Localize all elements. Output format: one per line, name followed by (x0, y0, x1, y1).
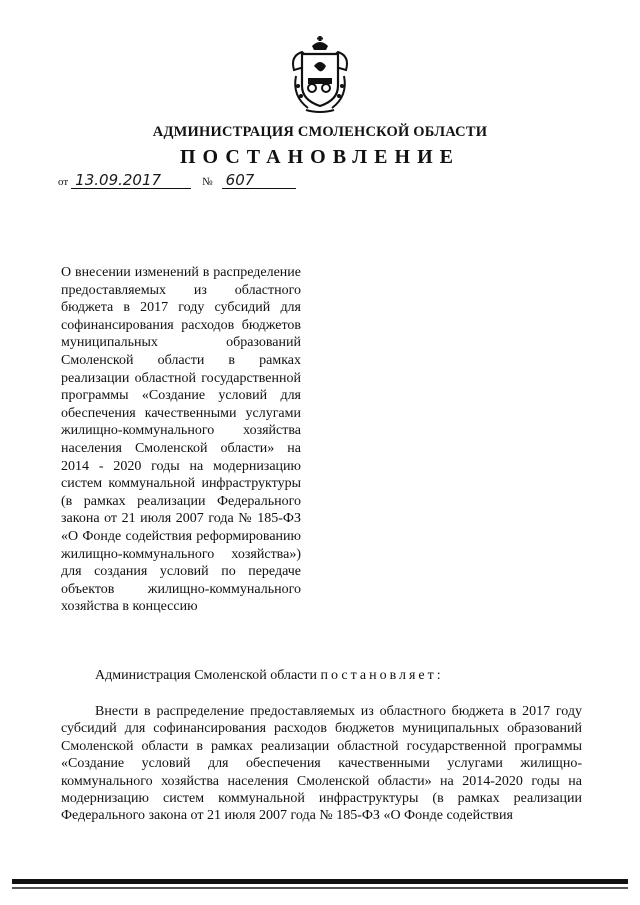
handwritten-number: 607 (222, 172, 296, 189)
date-number-line (58, 172, 296, 189)
scan-edge-line (12, 887, 628, 889)
decree-line (95, 668, 444, 684)
document-type: ПОСТАНОВЛЕНИЕ (180, 146, 460, 168)
scan-edge-bar (12, 879, 628, 884)
decree-verb: постановляет: (320, 668, 444, 683)
body-paragraph: Внести в распределение предоставляемых из областного бюджета в 2017 году субсидий для софинансирования расходов бюджетов муниципальных образований Смоленской области в рамках реализации областной государственной программы «Создание условий для обеспечения качественными услугами жилищно-коммунального хозяйства населения Смоленской области» на 2014-2020 годы на модернизацию систем коммунальной инфраструктуры (в рамках реализации Федерального закона от 21 июля 2007 года № 185-ФЗ «О Фонде содействия (61, 704, 582, 824)
coat-of-arms-emblem (288, 36, 352, 114)
decree-prefix: Администрация Смоленской области (95, 668, 321, 683)
organization-name: АДМИНИСТРАЦИЯ СМОЛЕНСКОЙ ОБЛАСТИ (152, 124, 488, 140)
date-label: от (58, 176, 69, 188)
handwritten-date: 13.09.2017 (71, 172, 191, 189)
document-title: О внесении изменений в распределение предоставляемых из областного бюджета в 2017 году субсидий для софинансирования расходов бюджетов муниципальных образований Смоленской области в рамках реализации областной государственной программы «Создание условий для обеспечения качественными услугами жилищно-коммунального хозяйства населения Смоленской области» на 2014 - 2020 годы на модернизацию систем коммунальной инфраструктуры (в рамках реализации Федерального закона от 21 июля 2007 года № 185-ФЗ «О Фонде содействия реформированию жилищно-коммунального хозяйства») для создания условий по передаче объектов жилищно-коммунального хозяйства в концессию (61, 265, 301, 615)
number-label: № (202, 176, 213, 188)
